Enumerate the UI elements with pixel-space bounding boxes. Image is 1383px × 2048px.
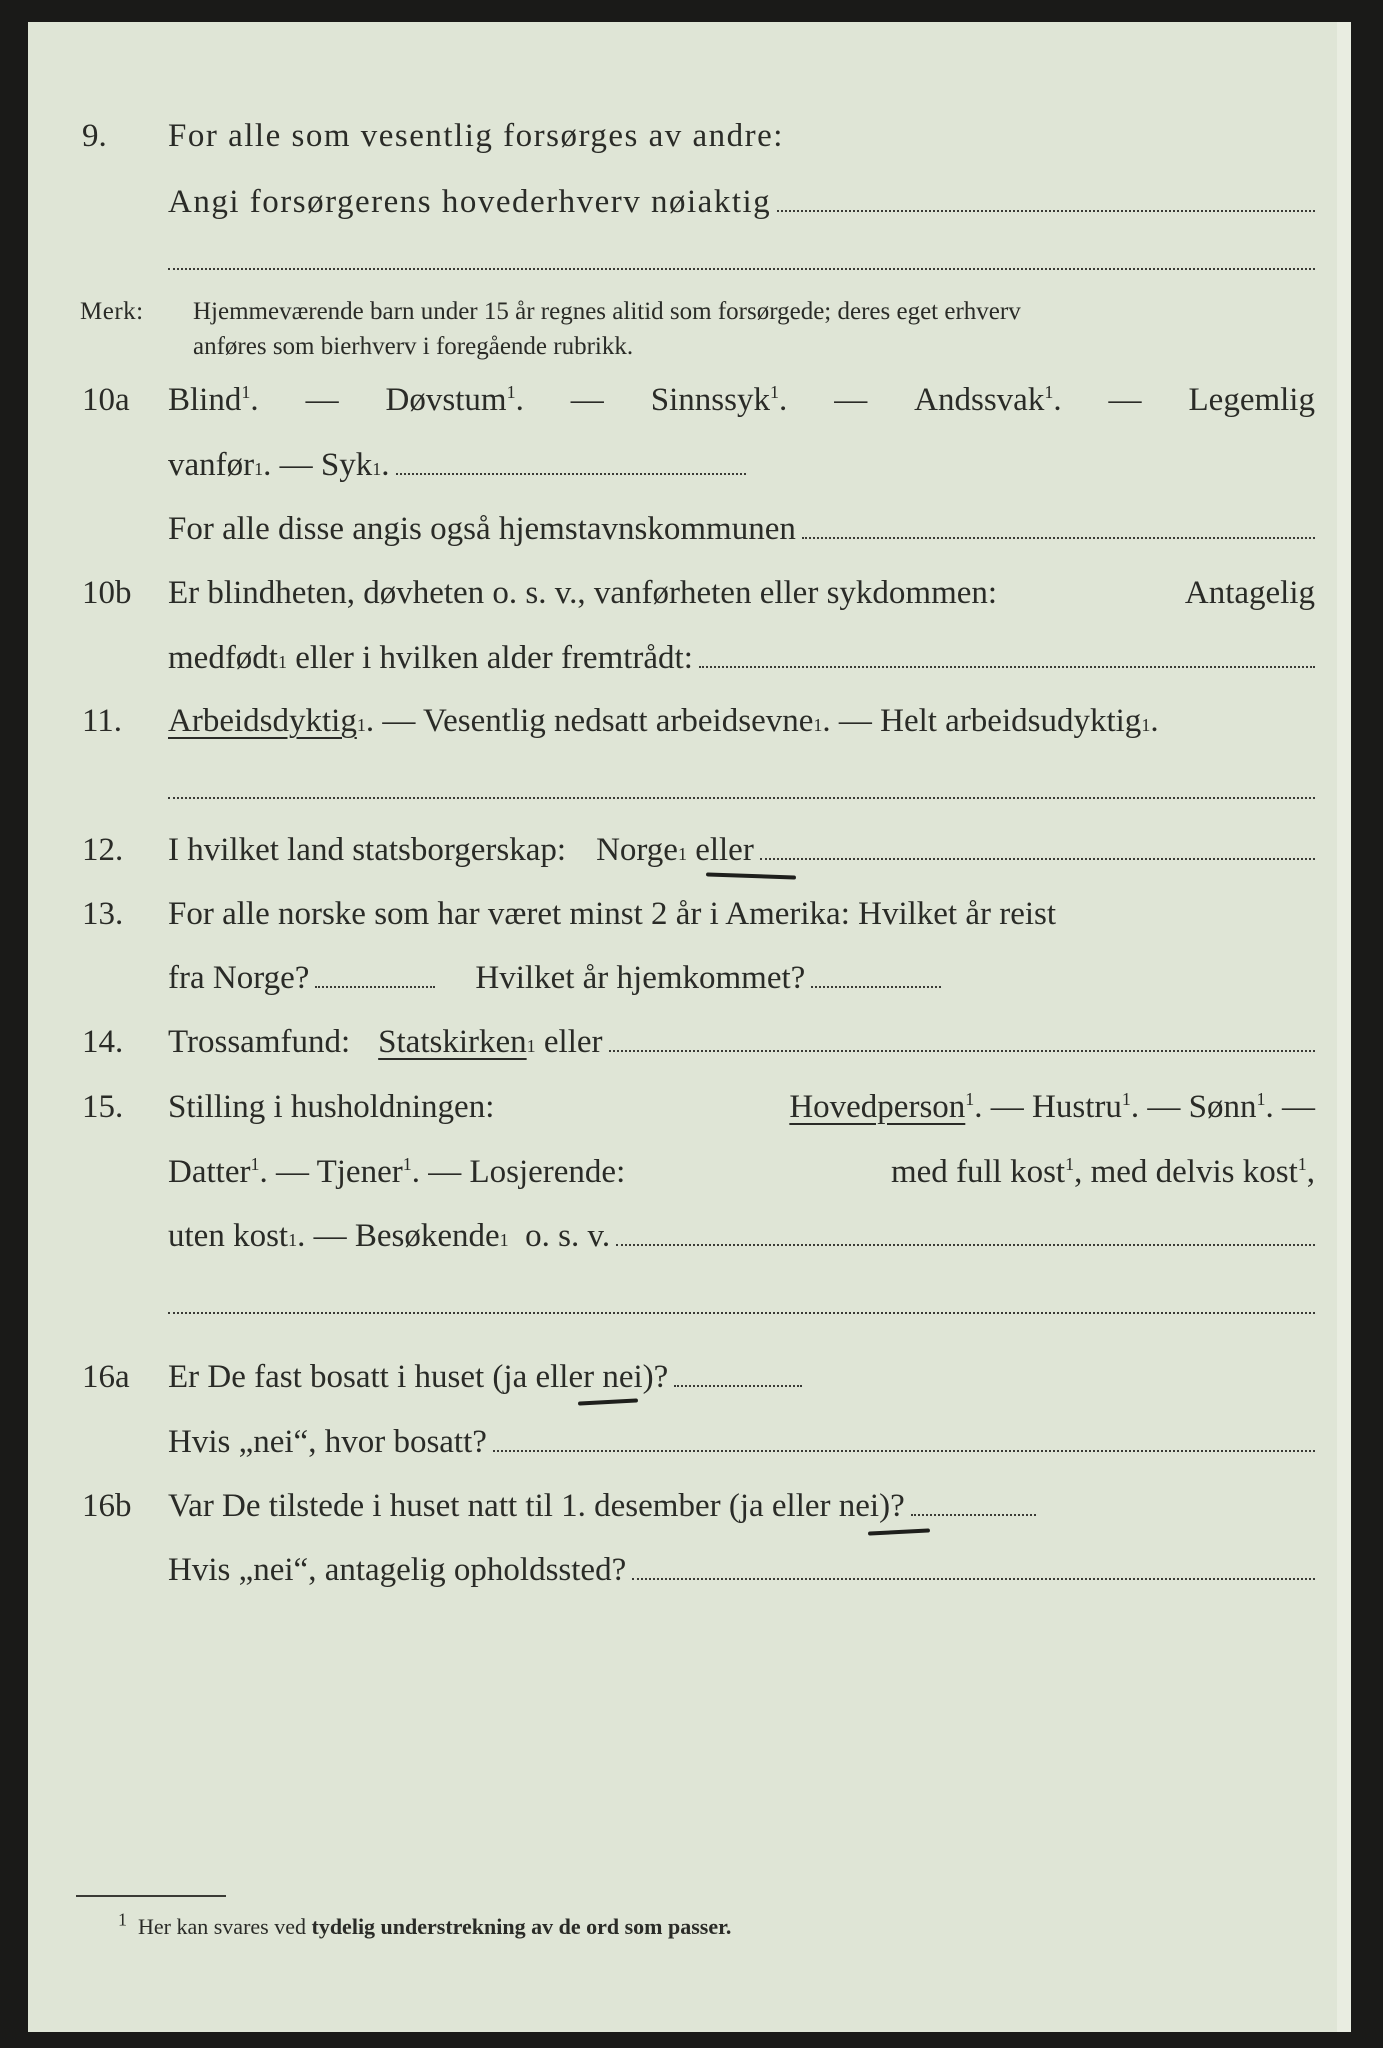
option-datter[interactable]: Datter [168, 1154, 251, 1190]
question-text: Hvis „nei“, hvor bosatt? [168, 1424, 487, 1460]
question-text: Stilling i husholdningen: [168, 1089, 495, 1125]
option-statskirken[interactable]: Statskirken [378, 1024, 527, 1060]
option-arbeidsdyktig[interactable]: Arbeidsdyktig [168, 703, 357, 739]
option-full-kost[interactable]: med full kost [890, 1154, 1066, 1190]
option-dovstum[interactable]: Døvstum [385, 382, 507, 418]
answer-line[interactable] [911, 1490, 1036, 1516]
question-text: Hvis „nei“, antagelig opholdssted? [168, 1552, 627, 1588]
question-number: 16b [82, 1488, 132, 1524]
question-text: eller i hvilken alder fremtrådt: [295, 640, 693, 676]
handwritten-underline [706, 872, 796, 879]
question-text: fra Norge? [168, 960, 310, 996]
answer-line[interactable] [802, 513, 1315, 539]
footnote-emphasis: tydelig understrekning av de ord som passer. [311, 1914, 732, 1939]
footnote-text: Her kan svares ved [138, 1914, 306, 1939]
question-text: Er De fast bosatt i huset (ja eller nei)? [168, 1359, 669, 1395]
option-blind[interactable]: Blind [168, 382, 242, 418]
question-text: I hvilket land statsborgerskap: [168, 832, 567, 868]
question-number: 10a [82, 382, 130, 418]
handwritten-underline [868, 1528, 930, 1535]
question-text: Hvilket år hjemkommet? [475, 960, 806, 996]
question-number: 9. [82, 118, 107, 154]
option-syk[interactable]: Syk [320, 447, 373, 483]
footnote [118, 1909, 732, 1942]
question-text: Trossamfund: [168, 1024, 351, 1060]
question-text: Var De tilstede i huset natt til 1. desember (ja eller nei)? [168, 1488, 905, 1524]
handwritten-underline [578, 1398, 638, 1405]
option-antagelig[interactable]: Antagelig [1184, 575, 1315, 611]
question-number: 12. [82, 832, 124, 868]
option-medfodt[interactable]: medfødt [168, 640, 278, 676]
option-andssvak[interactable]: Andssvak [914, 382, 1045, 418]
answer-line[interactable] [811, 962, 941, 988]
note-line: Hjemmeværende barn under 15 år regnes alitid som forsørgede; deres eget erhverv [193, 298, 1021, 325]
question-number: 10b [82, 575, 132, 611]
census-form-page: 9. For alle som vesentlig forsørges av andre: Angi forsørgerens hovederhverv nøiaktig Merk: Hjemmeværende barn under 15 år regnes alitid som forsørgede; deres eget erhverv anføres som bierhverv i foregående rubrikk. 10a Blind$^1$. — Døvstum$^1$. — Sinnssyk$^1$. — Andssvak$^1$. — Legemlig vanfør 1 . — Syk 1 . For alle disse angis også hjemstavnskommunen 10b Er blindheten, døvheten o. s. v., vanførheten eller sykdommen: Antagelig medfødt 1 eller i hvilken alder fremtrådt: 11. Arbeidsdyktig 1 . — Vesentlig nedsatt arbeidsevne 1 . — Helt arbeidsudyktig 1 . 12. I hvilket land statsborgerskap: Norge 1 eller 13. For alle norske som har været minst 2 år i Amerika: Hvilket år reist fra Norge? Hvilket år hjemkommet? 14. Trossamfund: Statskirken 1 eller 15. Stilling i husholdningen: Hovedperson$^1$. — Hustru$^1$. — Sønn$^1$. — Datter$^1$. — Tjener$^1$. — Losjerende: med full kost$^1$, med delvis kost$^1$, uten kost 1 . — Besøkende 1 o. s. v. 16a Er De fast bosatt i huset (ja eller nei)? Hvis „nei“, hvor bosatt? 16b Var De tilstede i huset natt til 1. desember (ja eller nei)? Hvis „nei“, antagelig opholdssted? $^1$ Her kan svares ved tydelig understrekning av de ord som passer. [28, 22, 1343, 2032]
question-text: For alle som vesentlig forsørges av andre: [168, 118, 784, 154]
footnote-mark: 1 [118, 1909, 127, 1930]
answer-line[interactable] [168, 268, 1315, 270]
question-text: For alle norske som har været minst 2 år i Amerika: Hvilket år reist [168, 896, 1057, 932]
note-text [193, 294, 1315, 364]
question-text: For alle disse angis også hjemstavnskommunen [168, 511, 796, 547]
option-uten-kost[interactable]: uten kost [168, 1218, 289, 1254]
question-number: 13. [82, 896, 124, 932]
question-number: 15. [82, 1089, 124, 1125]
answer-line[interactable] [168, 797, 1315, 799]
question-number: 16a [82, 1359, 130, 1395]
option-vanfor[interactable]: vanfør [168, 447, 255, 483]
option-legemlig[interactable]: Legemlig [1188, 382, 1315, 418]
answer-line[interactable] [315, 962, 435, 988]
page-edge [1337, 22, 1351, 2032]
answer-line[interactable] [777, 186, 1315, 212]
question-number: 14. [82, 1024, 124, 1060]
option-norge[interactable]: Norge [596, 832, 678, 868]
option-sinnssyk[interactable]: Sinnssyk [650, 382, 770, 418]
question-text: Angi forsørgerens hovederhverv nøiaktig [168, 184, 772, 220]
question-text: Er blindheten, døvheten o. s. v., vanførheten eller sykdommen: [168, 575, 998, 611]
option-hovedperson[interactable]: Hovedperson [789, 1089, 966, 1125]
answer-line[interactable] [632, 1554, 1315, 1580]
note-line: anføres som bierhverv i foregående rubrikk. [193, 333, 634, 360]
answer-line[interactable] [168, 1312, 1315, 1314]
note-label: Merk: [80, 298, 144, 325]
answer-line[interactable] [699, 642, 1315, 668]
answer-line[interactable] [674, 1361, 802, 1387]
answer-line[interactable] [609, 1026, 1315, 1052]
answer-line[interactable] [616, 1220, 1315, 1246]
answer-line[interactable] [760, 834, 1315, 860]
question-number: 11. [82, 703, 123, 739]
footnote-rule [76, 1895, 226, 1897]
answer-line[interactable] [493, 1426, 1315, 1452]
answer-line[interactable] [396, 449, 746, 475]
